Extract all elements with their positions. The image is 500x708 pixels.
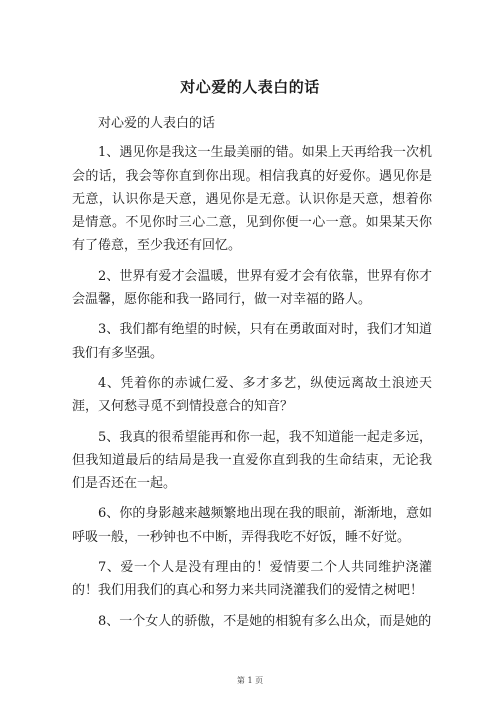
paragraph-1: 1、遇见你是我这一生最美丽的错。如果上天再给我一次机会的话，我会等你直到你出现。相信我真的好爱你。遇见你是无意，认识你是天意，遇见你是无意。认识你是天意，想着你是情意。不见你时三心二意，见到你便一心一意。如果某天你有了倦意，至少我还有回忆。 <box>72 145 432 254</box>
document-body <box>72 112 432 640</box>
paragraph-2: 2、世界有爱才会温暖，世界有爱才会有依靠，世界有你才会温馨，愿你能和我一路同行，做一对幸福的路人。 <box>72 268 432 308</box>
document-subtitle: 对心爱的人表白的话 <box>98 116 216 131</box>
page-number: 第 1 页 <box>236 676 264 685</box>
paragraph-7: 7、爱一个人是没有理由的！爱情要二个人共同维护浇灌的！我们用我们的真心和努力来共同浇灌我们的爱情之树吧！ <box>72 560 432 599</box>
paragraph-6: 6、你的身影越来越频繁地出现在我的眼前，渐渐地，意如呼吸一般，一秒钟也不中断，弄得我吃不好饭，睡不好觉。 <box>72 506 432 545</box>
document-title: 对心爱的人表白的话 <box>180 78 320 96</box>
paragraph-3: 3、我们都有绝望的时候，只有在勇敢面对时，我们才知道我们有多坚强。 <box>72 322 432 361</box>
paragraph-5: 5、我真的很希望能再和你一起，我不知道能一起走多远，但我知道最后的结局是我一直爱你直到我的生命结束，无论我们是否还在一起。 <box>72 429 432 492</box>
paragraph-8: 8、一个女人的骄傲，不是她的相貌有多么出众，而是她的 <box>98 613 432 629</box>
paragraph-4: 4、凭着你的赤诚仁爱、多才多艺，纵使远离故土浪迹天涯，又何愁寻觅不到情投意合的知音？ <box>72 375 432 415</box>
